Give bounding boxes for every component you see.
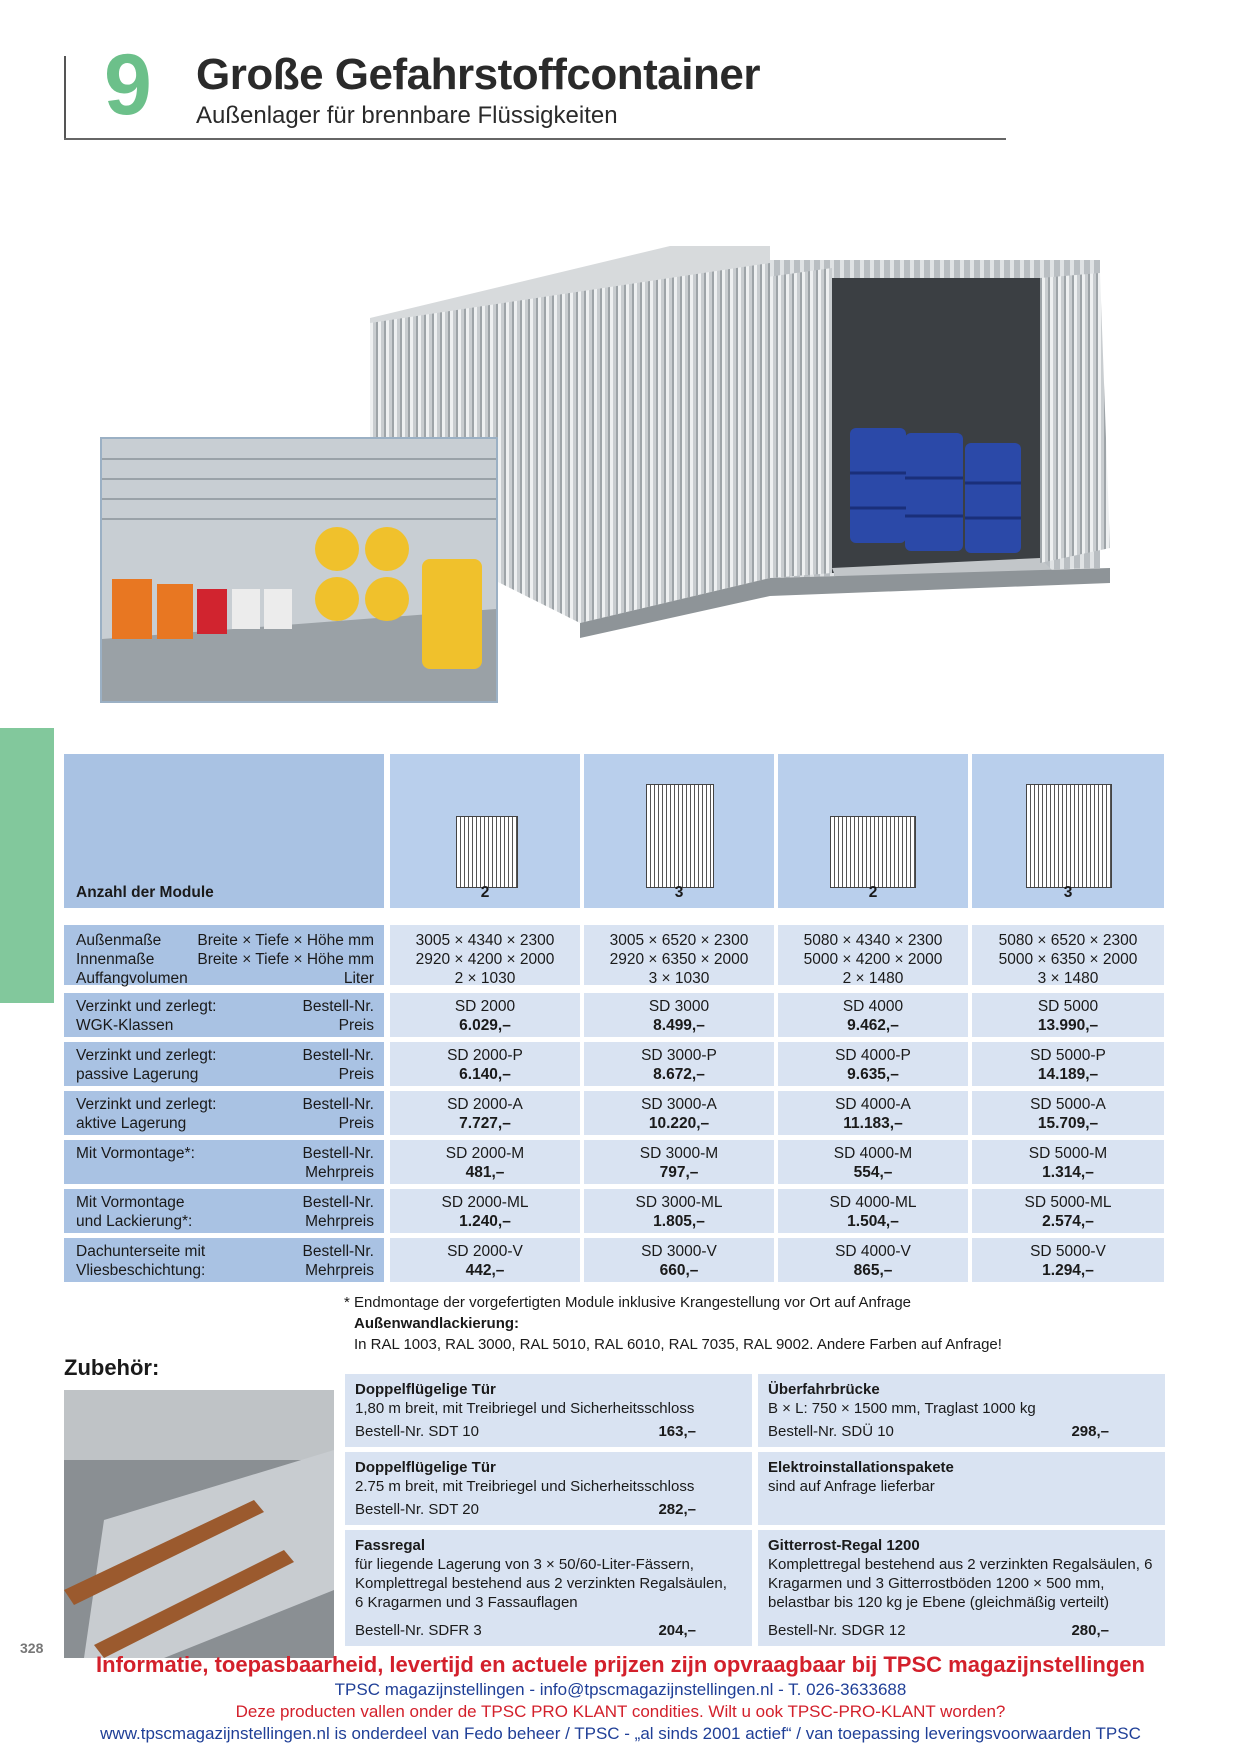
order-number: SD 2000-P — [447, 1047, 523, 1064]
sump-volume: 2 × 1030 — [454, 970, 516, 987]
row-unit: Preis — [338, 1115, 374, 1132]
order-number: SD 4000-P — [835, 1047, 911, 1064]
order-number: SD 2000-A — [447, 1096, 523, 1113]
row-unit: Bestell-Nr. — [302, 998, 374, 1015]
order-number: SD 4000-M — [833, 1145, 913, 1162]
price-cell — [390, 1140, 580, 1184]
price-cell — [584, 1140, 774, 1184]
accessory-order: Bestell-Nr. SDT 20 — [355, 1501, 479, 1518]
accessory-order: Bestell-Nr. SDT 10 — [355, 1423, 479, 1440]
price: 9.635,– — [847, 1066, 899, 1083]
price-cell — [584, 993, 774, 1037]
accessory-price: 282,– — [658, 1501, 696, 1518]
accessory-title: Gitterrost-Regal 1200 — [768, 1537, 920, 1554]
order-number: SD 5000 — [1037, 998, 1099, 1015]
outer-dims: 3005 × 4340 × 2300 — [415, 932, 555, 949]
order-number: SD 4000-ML — [829, 1194, 917, 1211]
row-label-cell — [64, 1189, 384, 1233]
row-label: WGK-Klassen — [76, 1017, 174, 1034]
row-label: aktive Lagerung — [76, 1115, 187, 1132]
order-number: SD 3000-ML — [635, 1194, 723, 1211]
accessory-title: Doppelflügelige Tür — [355, 1381, 496, 1398]
accessory-desc: sind auf Anfrage lieferbar — [768, 1478, 935, 1495]
accessory-order: Bestell-Nr. SDGR 12 — [768, 1622, 906, 1639]
row-unit: Bestell-Nr. — [302, 1194, 374, 1211]
price: 9.462,– — [847, 1017, 899, 1034]
order-number: SD 3000 — [648, 998, 710, 1015]
footer-company-line: www.tpscmagazijnstellingen.nl is onderdeel van Fedo beheer / TPSC - „al sinds 2001 actief“ / van toepassing leveringsvoorwaarden TPSC — [100, 1724, 1141, 1743]
order-number: SD 3000-A — [641, 1096, 717, 1113]
price-cell — [972, 1189, 1164, 1233]
footer-pro-line: Deze producten vallen onder de TPSC PRO KLANT condities. Wilt u ook TPSC-PRO-KLANT worden? — [235, 1702, 1006, 1721]
price-cell — [584, 1091, 774, 1135]
order-number: SD 4000-V — [835, 1243, 911, 1260]
dims-label-cell — [64, 925, 384, 985]
inner-dims: 2920 × 6350 × 2000 — [609, 951, 749, 968]
row-label-cell — [64, 1238, 384, 1282]
chapter-number: 9 — [104, 37, 152, 133]
price: 13.990,– — [1037, 1017, 1099, 1034]
price: 1.240,– — [459, 1213, 511, 1230]
price-cell — [972, 1238, 1164, 1282]
module-3-wide-icon — [1026, 784, 1112, 888]
header-rule — [64, 138, 1006, 140]
price-cell — [778, 993, 968, 1037]
price: 481,– — [465, 1164, 505, 1181]
module-3-icon — [646, 784, 714, 888]
dims-cell — [778, 925, 968, 985]
chapter-divider — [64, 56, 66, 140]
price: 10.220,– — [648, 1115, 710, 1132]
price-cell — [390, 1238, 580, 1282]
order-number: SD 2000-V — [447, 1243, 523, 1260]
inner-dims: 2920 × 4200 × 2000 — [415, 951, 555, 968]
section-side-tab — [0, 728, 54, 1003]
order-number: SD 5000-P — [1030, 1047, 1106, 1064]
price-cell — [390, 1091, 580, 1135]
dims-label: Außenmaße — [76, 932, 162, 949]
row-label: und Lackierung*: — [76, 1213, 193, 1230]
price: 11.183,– — [843, 1115, 903, 1132]
row-unit: Bestell-Nr. — [302, 1096, 374, 1113]
row-label: Verzinkt und zerlegt: — [76, 1047, 217, 1064]
price-cell — [778, 1189, 968, 1233]
dims-cell — [972, 925, 1164, 985]
accessory-desc: 1,80 m breit, mit Treibriegel und Sicherheitsschloss — [355, 1400, 695, 1417]
module-count: 2 — [868, 884, 878, 901]
price-cell — [972, 1140, 1164, 1184]
outer-dims: 5080 × 6520 × 2300 — [998, 932, 1138, 949]
module-col-3 — [778, 754, 968, 908]
module-count: 2 — [480, 884, 490, 901]
module-count: 3 — [674, 884, 684, 901]
accessory-desc: Komplettregal bestehend aus 2 verzinkten Regalsäulen, 6 Kragarmen und 3 Gitterrostböden 1200 × 500 mm, belastbar bis 120 kg je Ebene (gleichmäßig verteilt) — [768, 1556, 1153, 1611]
order-number: SD 5000-A — [1030, 1096, 1106, 1113]
accessory-price: 280,– — [1071, 1622, 1109, 1639]
paint-text: In RAL 1003, RAL 3000, RAL 5010, RAL 6010, RAL 7035, RAL 9002. Andere Farben auf Anfrage! — [354, 1336, 1002, 1353]
price: 8.672,– — [653, 1066, 705, 1083]
sump-volume: 2 × 1480 — [842, 970, 904, 987]
row-label: Dachunterseite mit — [76, 1243, 206, 1260]
row-unit: Bestell-Nr. — [302, 1243, 374, 1260]
price-cell — [778, 1091, 968, 1135]
accessory-desc: B × L: 750 × 1500 mm, Traglast 1000 kg — [768, 1400, 1036, 1417]
price-cell — [584, 1042, 774, 1086]
dims-unit: Liter — [343, 970, 374, 987]
page-number: 328 — [20, 1640, 44, 1656]
module-count: 3 — [1063, 884, 1073, 901]
price: 1.314,– — [1042, 1164, 1094, 1181]
accessory-card — [758, 1452, 1165, 1525]
price-cell — [972, 1042, 1164, 1086]
accessory-card — [758, 1374, 1165, 1447]
outer-dims: 3005 × 6520 × 2300 — [609, 932, 749, 949]
dims-label: Innenmaße — [76, 951, 155, 968]
price-cell — [584, 1189, 774, 1233]
row-unit: Bestell-Nr. — [302, 1145, 374, 1162]
module-col-4 — [972, 754, 1164, 908]
price-cell — [390, 993, 580, 1037]
table-header-label-cell — [64, 754, 384, 908]
accessory-order: Bestell-Nr. SDFR 3 — [355, 1622, 482, 1639]
accessory-card — [345, 1530, 752, 1646]
footer-info-line: Informatie, toepasbaarheid, levertijd en actuele prijzen zijn opvraagbaar bij TPSC magazijnstellingen — [96, 1652, 1145, 1677]
price: 554,– — [853, 1164, 893, 1181]
sump-volume: 3 × 1480 — [1037, 970, 1099, 987]
accessory-price: 298,– — [1071, 1423, 1109, 1440]
price: 7.727,– — [459, 1115, 511, 1132]
page-subtitle: Außenlager für brennbare Flüssigkeiten — [196, 102, 618, 129]
dims-label: Auffangvolumen — [76, 970, 188, 987]
accessory-card — [345, 1374, 752, 1447]
module-col-1 — [390, 754, 580, 908]
row-unit: Mehrpreis — [305, 1213, 374, 1230]
price: 1.504,– — [847, 1213, 899, 1230]
outer-dims: 5080 × 4340 × 2300 — [803, 932, 943, 949]
footer-contact-line: TPSC magazijnstellingen - info@tpscmagazijnstellingen.nl - T. 026-3633688 — [334, 1680, 907, 1699]
order-number: SD 2000 — [454, 998, 516, 1015]
row-unit: Mehrpreis — [305, 1262, 374, 1279]
accessory-card — [758, 1530, 1165, 1646]
price: 660,– — [659, 1262, 699, 1279]
row-label-cell — [64, 1091, 384, 1135]
accessory-price: 163,– — [658, 1423, 696, 1440]
row-label: passive Lagerung — [76, 1066, 199, 1083]
dims-unit: Breite × Tiefe × Höhe mm — [197, 951, 374, 968]
row-label: Verzinkt und zerlegt: — [76, 998, 217, 1015]
price: 797,– — [659, 1164, 699, 1181]
footnote: * Endmontage der vorgefertigten Module inklusive Krangestellung vor Ort auf Anfrage — [344, 1294, 911, 1311]
price: 14.189,– — [1037, 1066, 1099, 1083]
module-2-wide-icon — [830, 816, 916, 888]
row-unit: Preis — [338, 1066, 374, 1083]
row-unit: Mehrpreis — [305, 1164, 374, 1181]
accessory-desc: für liegende Lagerung von 3 × 50/60-Liter-Fässern, Komplettregal bestehend aus 2 verzinkten Regalsäulen, 6 Kragarmen und 3 Fassauflagen — [355, 1556, 727, 1611]
price: 6.140,– — [459, 1066, 511, 1083]
price: 865,– — [853, 1262, 893, 1279]
price-cell — [584, 1238, 774, 1282]
accessory-title: Überfahrbrücke — [768, 1381, 880, 1398]
dims-cell — [390, 925, 580, 985]
price-cell — [390, 1042, 580, 1086]
page-title: Große Gefahrstoffcontainer — [196, 50, 760, 99]
ramp-photo — [64, 1390, 334, 1658]
module-count-label: Anzahl der Module — [76, 884, 214, 901]
row-label-cell — [64, 1042, 384, 1086]
accessory-title: Elektroinstallationspakete — [768, 1459, 954, 1476]
order-number: SD 4000-A — [835, 1096, 911, 1113]
accessory-title: Doppelflügelige Tür — [355, 1459, 496, 1476]
accessory-order: Bestell-Nr. SDÜ 10 — [768, 1423, 894, 1440]
accessory-desc: 2.75 m breit, mit Treibriegel und Sicherheitsschloss — [355, 1478, 695, 1495]
accessory-card — [345, 1452, 752, 1525]
row-label: Mit Vormontage*: — [76, 1145, 195, 1162]
interior-photo — [100, 437, 498, 703]
sump-volume: 3 × 1030 — [648, 970, 710, 987]
price: 6.029,– — [459, 1017, 511, 1034]
dims-cell — [584, 925, 774, 985]
inner-dims: 5000 × 4200 × 2000 — [803, 951, 943, 968]
price-cell — [972, 1091, 1164, 1135]
price: 1.805,– — [653, 1213, 705, 1230]
row-unit: Preis — [338, 1017, 374, 1034]
price-cell — [778, 1140, 968, 1184]
price-cell — [972, 993, 1164, 1037]
row-label: Mit Vormontage — [76, 1194, 185, 1211]
order-number: SD 5000-ML — [1024, 1194, 1112, 1211]
order-number: SD 2000-ML — [441, 1194, 529, 1211]
order-number: SD 3000-V — [641, 1243, 717, 1260]
accessories-title: Zubehör: — [64, 1355, 160, 1380]
order-number: SD 3000-P — [641, 1047, 717, 1064]
price: 2.574,– — [1042, 1213, 1094, 1230]
module-2-icon — [456, 816, 518, 888]
accessory-title: Fassregal — [355, 1537, 426, 1554]
price-cell — [778, 1042, 968, 1086]
accessory-price: 204,– — [658, 1622, 696, 1639]
price-cell — [390, 1189, 580, 1233]
price: 8.499,– — [653, 1017, 705, 1034]
order-number: SD 5000-V — [1030, 1243, 1106, 1260]
row-label: Verzinkt und zerlegt: — [76, 1096, 217, 1113]
dims-unit: Breite × Tiefe × Höhe mm — [197, 932, 374, 949]
price-cell — [778, 1238, 968, 1282]
inner-dims: 5000 × 6350 × 2000 — [998, 951, 1138, 968]
order-number: SD 2000-M — [445, 1145, 525, 1162]
price: 442,– — [465, 1262, 505, 1279]
row-label: Vliesbeschichtung: — [76, 1262, 206, 1279]
module-col-2 — [584, 754, 774, 908]
row-unit: Bestell-Nr. — [302, 1047, 374, 1064]
paint-title: Außenwandlackierung: — [354, 1315, 520, 1332]
order-number: SD 4000 — [842, 998, 904, 1015]
order-number: SD 5000-M — [1028, 1145, 1108, 1162]
price: 15.709,– — [1037, 1115, 1099, 1132]
row-label-cell — [64, 1140, 384, 1184]
price: 1.294,– — [1042, 1262, 1094, 1279]
order-number: SD 3000-M — [639, 1145, 719, 1162]
row-label-cell — [64, 993, 384, 1037]
